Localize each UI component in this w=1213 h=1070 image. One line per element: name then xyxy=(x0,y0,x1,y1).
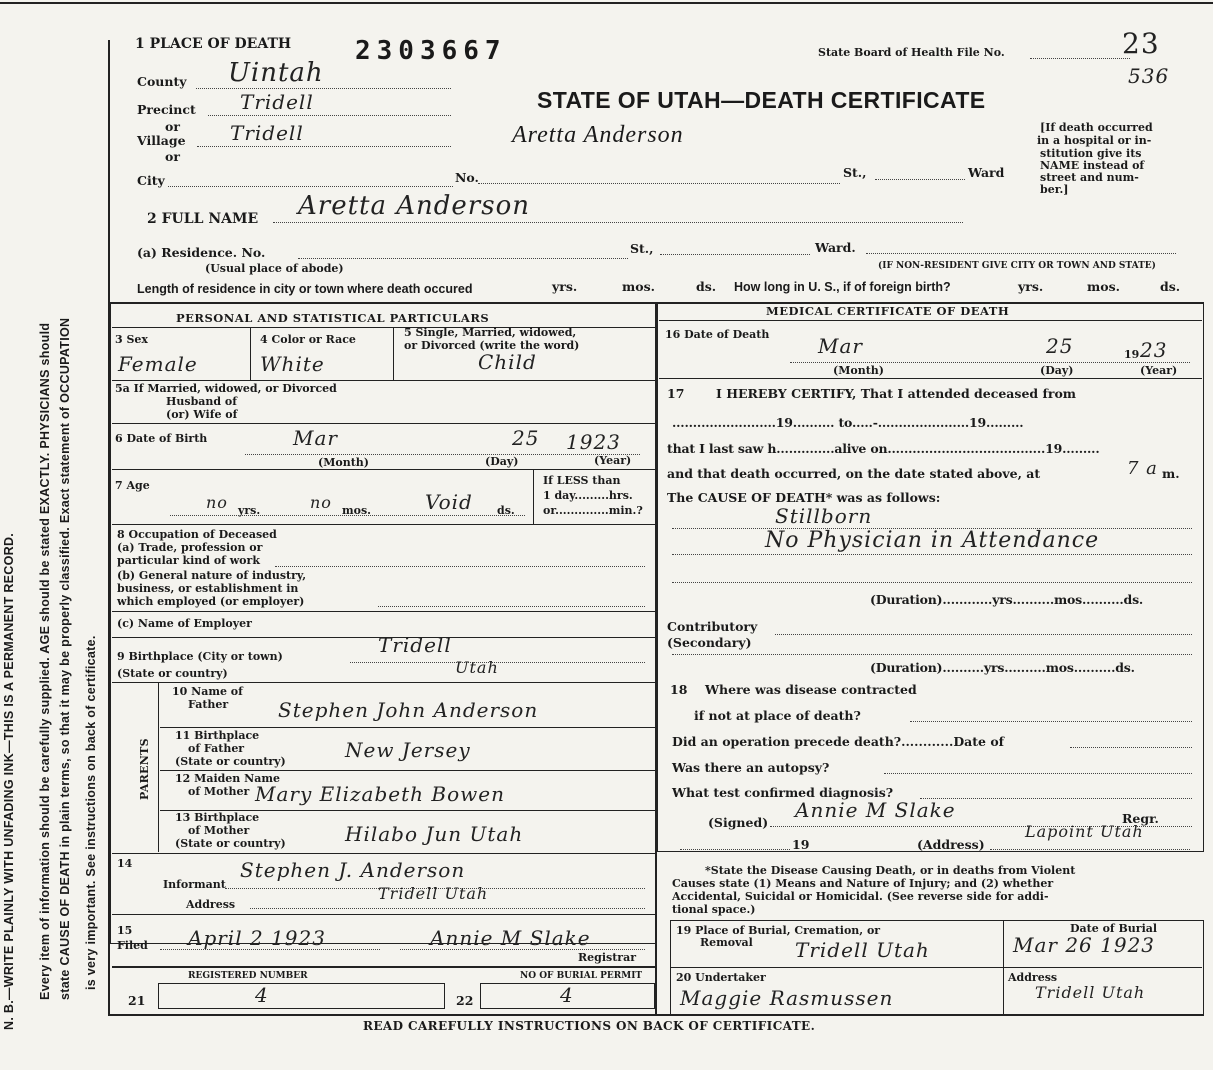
usual-place-label: (Usual place of abode) xyxy=(205,262,344,275)
burial-date-value: Mar 26 1923 xyxy=(1013,933,1156,957)
dod-line xyxy=(790,362,1190,363)
disease-not-place-label: if not at place of death? xyxy=(694,708,861,723)
mother-label-2: of Mother xyxy=(188,785,250,798)
hospital-note-4: NAME instead of xyxy=(1040,159,1145,172)
city-no-line xyxy=(478,183,840,184)
cause-value-2: No Physician in Attendance xyxy=(765,528,1100,553)
signed-label: (Signed) xyxy=(708,815,769,830)
margin-instruction-1: N. B.—WRITE PLAINLY WITH UNFADING INK—THIS IS A PERMANENT RECORD. xyxy=(2,532,16,1030)
mother-birthplace-label-3: (State or country) xyxy=(175,837,286,850)
age-ds-value: Void xyxy=(425,490,473,514)
residence-length-label: Length of residence in city or town where death occured xyxy=(137,282,473,296)
hospital-note-3: stitution give its xyxy=(1040,147,1142,160)
sex-race-divider xyxy=(250,328,251,380)
city-no-label: No. xyxy=(455,170,479,185)
mother-birthplace-label-1: 13 Birthplace xyxy=(175,811,260,824)
certificate-title: STATE OF UTAH—DEATH CERTIFICATE xyxy=(537,87,986,113)
residence-ward-line xyxy=(866,253,1176,254)
city-st-label: St., xyxy=(843,165,867,180)
certify-text: I HEREBY CERTIFY, That I attended deceased from xyxy=(716,386,1077,401)
informant-number: 14 xyxy=(117,857,133,870)
medical-title-rule xyxy=(659,320,1202,321)
birthplace-state-value: Utah xyxy=(455,658,499,677)
margin-instruction-2: Every item of information should be carefully supplied. AGE should be stated EXACTLY. PHYSICIANS should xyxy=(38,322,52,1000)
parents-label: PARENTS xyxy=(138,738,151,800)
birthplace-city-value: Tridell xyxy=(378,633,452,657)
parents-divider xyxy=(158,682,159,852)
signed-signature: Annie M Slake xyxy=(795,798,956,822)
certify-number: 17 xyxy=(667,386,685,401)
footer-instructions: READ CAREFULLY INSTRUCTIONS ON BACK OF CERTIFICATE. xyxy=(363,1019,816,1033)
burial-place-value: Tridell Utah xyxy=(795,938,930,962)
disease-line xyxy=(910,721,1192,722)
burial-permit-label: NO OF BURIAL PERMIT xyxy=(520,971,643,981)
registered-number-box xyxy=(158,983,445,1009)
residence-no-line xyxy=(298,258,628,259)
cause-of-death-label: The CAUSE OF DEATH* was as follows: xyxy=(667,490,941,505)
dob-row-rule xyxy=(112,469,655,470)
signed-date-19: 19 xyxy=(792,837,810,852)
burial-removal-label: Removal xyxy=(700,936,753,949)
parents-rule xyxy=(112,853,655,854)
contributory-line xyxy=(775,634,1192,635)
father-birthplace-label-1: 11 Birthplace xyxy=(175,729,260,742)
dob-month-caption: (Month) xyxy=(318,456,369,469)
age-row-rule xyxy=(112,524,655,525)
margin-instruction-4: is very important. See instructions on back of certificate. xyxy=(84,635,98,990)
dod-year-prefix: 19 xyxy=(1124,348,1140,361)
contributory-label: Contributory xyxy=(667,619,758,634)
board-file-number: 23 xyxy=(1122,27,1160,60)
precinct-label: Precinct xyxy=(137,102,196,117)
undertaker-label: 20 Undertaker xyxy=(676,971,766,984)
last-saw-line: that I last saw h..............alive on......................................19......... xyxy=(667,441,1100,456)
board-file-label: State Board of Health File No. xyxy=(818,46,1005,59)
occupation-label-5: business, or establishment in xyxy=(117,582,299,595)
dob-month: Mar xyxy=(293,426,338,450)
informant-value: Stephen J. Anderson xyxy=(240,858,466,882)
occupation-label-2: (a) Trade, profession or xyxy=(117,541,263,554)
less-than-1: If LESS than xyxy=(543,474,621,487)
age-mos-label: mos. xyxy=(342,504,371,517)
county-line xyxy=(196,88,451,89)
occupation-label-1: 8 Occupation of Deceased xyxy=(117,528,277,541)
age-less-divider xyxy=(533,469,534,524)
residence-label: (a) Residence. No. xyxy=(137,245,266,260)
race-label: 4 Color or Race xyxy=(260,333,356,346)
county-value: Uintah xyxy=(228,58,324,88)
us-residence-label: How long in U. S., if of foreign birth? xyxy=(734,280,951,294)
signed-date-line xyxy=(680,849,790,850)
filed-label: Filed xyxy=(117,939,148,952)
us-yrs: yrs. xyxy=(1018,279,1044,294)
death-time-value: 7 a xyxy=(1127,458,1158,479)
age-ds-label: ds. xyxy=(497,504,515,517)
city-label: City xyxy=(137,173,165,188)
footnote-line-4: tional space.) xyxy=(672,903,756,916)
footnote-line-2: Causes state (1) Means and Nature of Injury; and (2) whether xyxy=(672,877,1054,890)
city-st-line xyxy=(875,179,965,180)
cause-line-3 xyxy=(672,582,1192,583)
registrar-label: Registrar xyxy=(578,951,637,964)
dod-day-caption: (Day) xyxy=(1040,364,1074,377)
birthplace-label: 9 Birthplace (City or town) xyxy=(117,650,283,663)
age-mos-value: no xyxy=(310,493,332,512)
informant-rule xyxy=(112,914,655,915)
occupation-label-6: which employed (or employer) xyxy=(117,595,305,608)
occupation-industry-line xyxy=(378,606,645,607)
dod-month: Mar xyxy=(818,334,863,358)
dob-label: 6 Date of Birth xyxy=(115,432,208,445)
undertaker-value: Maggie Rasmussen xyxy=(680,986,894,1010)
signed-title: Regr. xyxy=(1122,811,1159,826)
occupation-label-3: particular kind of work xyxy=(117,554,260,567)
registered-number-label: REGISTERED NUMBER xyxy=(188,971,308,981)
mother-birthplace-value: Hilabo Jun Utah xyxy=(345,822,524,846)
us-mos: mos. xyxy=(1087,279,1120,294)
dod-day: 25 xyxy=(1046,334,1074,358)
city-ward-label: Ward xyxy=(968,165,1005,180)
hospital-note-1: [If death occurred xyxy=(1040,121,1153,134)
burial-permit-value: 4 xyxy=(560,983,574,1007)
dob-day: 25 xyxy=(512,426,540,450)
father-label-2: Father xyxy=(188,698,229,711)
father-birthplace-label-3: (State or country) xyxy=(175,755,286,768)
informant-address-label: Address xyxy=(186,898,236,911)
board-file-subnumber: 536 xyxy=(1128,64,1170,88)
footnote-line-1: *State the Disease Causing Death, or in deaths from Violent xyxy=(705,864,1076,877)
hospital-note-2: in a hospital or in- xyxy=(1037,134,1152,147)
footnote-line-3: Accidental, Suicidal or Homicidal. (See reverse side for addi- xyxy=(672,890,1049,903)
test-label: What test confirmed diagnosis? xyxy=(672,785,894,800)
spouse-label-1: 5a If Married, widowed, or Divorced xyxy=(115,382,337,395)
secondary-label: (Secondary) xyxy=(667,635,752,650)
father-rule xyxy=(160,727,655,728)
sex-value: Female xyxy=(118,352,198,376)
race-value: White xyxy=(260,352,325,376)
registration-rule xyxy=(112,966,655,968)
dob-day-caption: (Day) xyxy=(485,455,519,468)
residence-ward-label: Ward. xyxy=(815,240,856,255)
race-marital-divider xyxy=(393,328,394,380)
mother-label-1: 12 Maiden Name xyxy=(175,772,280,785)
father-label-1: 10 Name of xyxy=(172,685,243,698)
dod-year: 23 xyxy=(1140,338,1168,362)
city-line xyxy=(168,186,453,187)
file-number: 2303667 xyxy=(355,36,507,66)
full-name-value: Aretta Anderson xyxy=(298,191,530,221)
mother-birthplace-label-2: of Mother xyxy=(188,824,250,837)
registered-number-value: 4 xyxy=(255,983,269,1007)
age-label: 7 Age xyxy=(115,479,150,492)
place-of-death-label: 1 PLACE OF DEATH xyxy=(135,36,292,52)
dob-year-caption: (Year) xyxy=(594,454,632,467)
precinct-value: Tridell xyxy=(240,90,314,114)
filed-number: 15 xyxy=(117,924,133,937)
burial-place-label: 19 Place of Burial, Cremation, or xyxy=(676,924,881,937)
informant-address-value: Tridell Utah xyxy=(378,884,489,903)
less-than-2: 1 day.........hrs. xyxy=(543,489,633,502)
mother-name-value: Mary Elizabeth Bowen xyxy=(255,782,505,806)
occupation-trade-line xyxy=(275,566,645,567)
father-birthplace-rule xyxy=(160,770,655,771)
dod-rule xyxy=(659,378,1202,379)
dod-year-caption: (Year) xyxy=(1140,364,1178,377)
or-label-1: or xyxy=(165,119,180,134)
death-occurred-text: and that death occurred, on the date stated above, at xyxy=(667,466,1041,481)
precinct-line xyxy=(208,115,451,116)
undertaker-address-label: Address xyxy=(1008,971,1058,984)
full-name-line xyxy=(273,222,963,223)
top-frame-line xyxy=(0,2,1213,4)
board-file-line xyxy=(1030,58,1130,59)
us-ds: ds. xyxy=(1160,279,1181,294)
age-yrs-label: yrs. xyxy=(238,504,261,517)
village-line xyxy=(197,146,451,147)
hospital-note-6: ber.] xyxy=(1040,183,1069,196)
undertaker-address-value: Tridell Utah xyxy=(1035,983,1146,1002)
typed-decedent-name: Aretta Anderson xyxy=(512,122,684,148)
cause-value-1: Stillborn xyxy=(775,504,873,528)
dob-line xyxy=(245,454,640,455)
father-name-value: Stephen John Anderson xyxy=(278,698,539,722)
residence-ds: ds. xyxy=(696,279,717,294)
personal-section-title: PERSONAL AND STATISTICAL PARTICULARS xyxy=(176,311,490,325)
sex-label: 3 Sex xyxy=(115,333,148,346)
spouse-label-3: (or) Wife of xyxy=(166,408,238,421)
occupation-label-4: (b) General nature of industry, xyxy=(117,569,307,582)
residence-st-label: St., xyxy=(630,241,654,256)
birthplace-rule xyxy=(112,682,655,683)
employer-label: (c) Name of Employer xyxy=(117,617,252,630)
full-name-label: 2 FULL NAME xyxy=(147,211,259,227)
spouse-label-2: Husband of xyxy=(166,395,237,408)
burial-date-label: Date of Burial xyxy=(1070,922,1158,935)
or-label-2: or xyxy=(165,149,180,164)
occupation-rule xyxy=(112,611,655,612)
duration-line-2: (Duration)..........yrs..........mos..........ds. xyxy=(870,660,1135,675)
burial-rule xyxy=(670,967,1202,968)
village-label: Village xyxy=(137,133,186,148)
dod-label: 16 Date of Death xyxy=(665,328,770,341)
spouse-row-rule xyxy=(112,423,655,424)
autopsy-label: Was there an autopsy? xyxy=(672,760,830,775)
operation-line xyxy=(1070,747,1192,748)
secondary-line xyxy=(672,654,1192,655)
autopsy-line xyxy=(884,773,1192,774)
birthplace-state-label: (State or country) xyxy=(117,667,228,680)
test-line xyxy=(920,798,1192,799)
duration-line-1: (Duration)............yrs..........mos..........ds. xyxy=(870,592,1144,607)
disease-number: 18 xyxy=(670,682,688,697)
burial-permit-index: 22 xyxy=(456,993,474,1008)
medical-section-title: MEDICAL CERTIFICATE OF DEATH xyxy=(766,304,1010,318)
informant-label: Informant xyxy=(163,878,226,891)
registered-number-index: 21 xyxy=(128,993,146,1008)
hospital-note-5: street and num- xyxy=(1040,171,1139,184)
father-birthplace-label-2: of Father xyxy=(188,742,245,755)
marital-value: Child xyxy=(478,350,537,374)
sex-row-rule xyxy=(112,380,655,381)
village-value: Tridell xyxy=(230,121,304,145)
age-line xyxy=(170,515,525,516)
signed-address-label: (Address) xyxy=(917,837,985,852)
residence-yrs: yrs. xyxy=(552,279,578,294)
father-birthplace-value: New Jersey xyxy=(345,738,471,762)
operation-label: Did an operation precede death?............Date of xyxy=(672,734,1005,749)
attended-dates-line: .........................19.......... to.....-......................19......... xyxy=(672,415,1024,430)
signed-address-value: Lapoint Utah xyxy=(1025,822,1144,841)
signed-address-line xyxy=(990,849,1190,850)
marital-label-1: 5 Single, Married, widowed, xyxy=(404,326,577,339)
marital-label-2: or Divorced (write the word) xyxy=(404,339,580,352)
residence-mos: mos. xyxy=(622,279,655,294)
margin-instruction-3: state CAUSE OF DEATH in plain terms, so that it may be properly classified. Exact statement of OCCUPATION xyxy=(58,317,72,1000)
residence-st-line xyxy=(660,254,810,255)
nonresident-note: (IF NON-RESIDENT GIVE CITY OR TOWN AND STATE) xyxy=(878,261,1156,271)
registrar-signature: Annie M Slake xyxy=(430,926,591,950)
dob-year: 1923 xyxy=(566,430,621,454)
disease-contracted-label: Where was disease contracted xyxy=(705,682,917,697)
filed-date-value: April 2 1923 xyxy=(188,926,326,950)
county-label: County xyxy=(137,74,187,89)
death-time-suffix: m. xyxy=(1162,466,1180,481)
cause-line-2 xyxy=(672,554,1192,555)
informant-address-line xyxy=(250,908,645,909)
age-yrs-value: no xyxy=(206,493,228,512)
less-than-3: or..............min.? xyxy=(543,504,643,517)
dod-month-caption: (Month) xyxy=(833,364,884,377)
